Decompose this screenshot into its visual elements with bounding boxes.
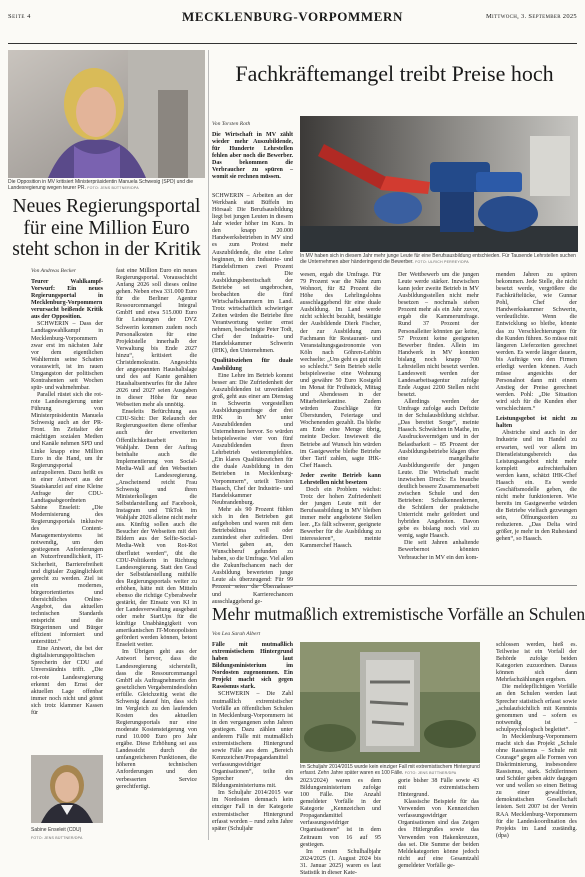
left-byline: Von Andreas Becker	[31, 268, 77, 274]
schwesig-photo-caption	[8, 179, 205, 191]
paragraph: SCHWERIN – Arbeiten an der Werkbank statt Büffeln im Hörsaal: Die Berufsausbildung liegt bei jungen Leuten in diesem Jahr wieder höher im Kurs. In den knapp 20.000 Handwerksbetrieben in MV sind es zum Protest mehr Auszubildende, die eine Lehre beginnen, in den Industrie- und Handelsfirmen zwei Prozent mehr. Die Ausbildungsbereitschaft der Betriebe sei ungebrochen, beobachten die fünf Wirtschaftskammern im Land. Trotz wirtschaftlich schwieriger Zeiten würden die Betriebe ihre Verantwortung weiter ernst nehmen, bescheinigte Peter Todt, Chef der Industrie- und Handelskammer Schwerin (IHK), den Unternehmen.	[212, 193, 293, 355]
schwesig-photo	[8, 50, 205, 178]
caption-text: Die Opposition in MV kritisiert Ministerpräsidentin Manuela Schwesig (SPD) und die Landesregierung wegen teurer PR.	[8, 179, 194, 192]
photo-credit: FOTO: JENS BÜTTNER/DPA	[404, 771, 457, 776]
page-number: Seite 4	[8, 13, 31, 20]
paragraph: Der Wettbewerb um die jungen Leute werde stärker. Inzwischen kann jeder zweite Betrieb in MV Ausbildungsstellen nicht mehr besetzen – nochmals sieben Prozent mehr als ein Jahr zuvor, ergab die Kammerumfrage. Rund 37 Prozent der Personalleiter könnten gar keine, 57 Prozent keine geeigneten Bewerber finden. Allein im Handwerk in MV konnten bislang noch knapp 700 Lehrstellen nicht besetzt werden. Landesweit werden der Landesarbeitsagentur zufolge Ende August 2200 Stellen nicht besetzt.	[398, 272, 479, 399]
schoolyard-photo-caption	[300, 764, 480, 776]
paragraph: Doch ein Problem wächst: Trotz der hohen Zufriedenheit der jungen Leute mit der Berufsausbildung in MV bleiben immer mehr angebotene Stellen leer. „Es fällt schwerer, geeignete Bewerber für die Ausbildung zu interessieren“, meinte Kammerchef Haasch.	[300, 486, 382, 550]
section-title: MECKLENBURG-VORPOMMERN	[182, 9, 403, 24]
bottom-column-3	[398, 778, 479, 869]
issue-date: Mittwoch, 3. September 2025	[485, 13, 577, 20]
paragraph: menden Jahren zu spüren bekommen. Jede Stelle, die nicht besetzt werde, vergrößere die Fachkräftelücke, wie Gunnar Pohl, Chef der Handwerkskammer Schwerin, verdeutlichte. Wenn die Entwicklung so bleibe, könnte das zu Verschlechterungen für die Kunden führen. So müsse mit längeren Lieferzeiten gerechnet werden. Es werde länger dauern, bis Aufträge von den Firmen erledigt werden können. Auch müsse angesichts der Personalnot dann mit einem Anstieg der Preise gerechnet werden. Pohl: „Die Situation wird sich für die Kunden eher verschlechtern.“	[496, 272, 577, 413]
left-lead: Teurer Wahlkampf-Vorwurf: Ein neues Regierungsportal in Mecklenburg-Vorpommern verursacht beißende Kritik aus der Opposition.	[31, 279, 103, 321]
photo-credit: FOTO: ULRICH PERREY/DPA	[415, 260, 469, 265]
main-subheading-2: Jeder zweite Betrieb kann Lehrstellen nicht besetzen	[300, 472, 381, 486]
main-subheading-1: Qualitätsziehen für duale Ausbildung	[212, 358, 293, 372]
bottom-column-2	[300, 778, 381, 876]
main-column-1	[212, 193, 293, 605]
main-column-3	[398, 272, 479, 572]
schoolyard-photo	[300, 642, 480, 763]
paragraph: gorie bisher 38 Fälle sowie 43 mit extremistischem Hintergrund.	[398, 778, 479, 799]
left-column-2	[116, 268, 197, 840]
left-column-1	[31, 279, 103, 749]
paragraph: Klassische Beispiele für das Verwenden von Kennzeichen verfassungswidriger Organisationen sind das Zeigen des Hitlergrußes sowie das Verwenden von Hakenkreuzen, das sei. Die Summe der beiden Meldekategorien könne jedoch nicht auf eine Gesamtzahl gemeldeter Vorfälle ge-	[398, 799, 479, 869]
workshop-photo	[300, 116, 578, 252]
article-divider	[212, 585, 577, 586]
left-headline: Neues Regierungsportal für eine Million Euro steht schon in der Kritik	[12, 196, 201, 260]
paragraph: In Mecklenburg-Vorpommern macht sich das Projekt „Schule ohne Rassismus – Schule mit Courage“ gegen alle Formen von Diskriminierung, insbesondere Rassismus, stark. Schülerinnen und Schüler geben aktiv dagegen vor und wollen so einen Beitrag zu einer gewaltfreien, demokratischen Gesellschaft leisten. Seit 2007 ist der Verein RAA Mecklenburg-Vorpommern für die Landeskoordination des Projekts im Land zuständig. (dpa)	[496, 733, 577, 839]
bottom-headline: Mehr mutmaßlich extremistische Vorfälle an Schulen	[212, 604, 585, 624]
paragraph: SCHWERIN – Die Zahl mutmaßlich extremistischer Vorfälle an öffentlichen Schulen in Mecklenburg-Vorpommern ist in den vergangenen zehn Jahren gestiegen. Dazu zählen unter anderem Fälle mit mutmaßlich extremistischem Hintergrund sowie Fälle aus dem „Bereich Kennzeichen/Propagandamittel verfassungswidriger Organisationen“, teilte ein Sprecher des Bildungsministeriums mit.	[212, 691, 293, 790]
paragraph: wesen, ergab die Umfrage. Für 79 Prozent war die Nähe zum Wohnort, für 82 Prozent die Höhe des Lehrlingslohns ausschlaggebend für eine duale Ausbildung. Im Land werde nicht schlecht bezahlt, bestätigte der Ausbildende Dierk Fischer, der zur Ausbildung zum Fachmann für Restaurant- und Veranstaltungsgastronomie von Köln nach Göhren-Lebbin wechselte: „Uns geht es gut nicht so schlecht.“ Sein Betrieb stelle beispielsweise eine Wohnung und gewähre 50 Euro Kostgeld im Monat für Frühstück, Mittag und Abendessen in der Mitarbeiterkantine. Zudem würden Zuschläge für Überstunden, Feiertage und Wochenenden gezahlt. Da bleibe am Ende eine Menge übrig, meinte Decker. Inwieweit die Betriebe auf Wunsch hin würden im Gastgewerbe bleibe Betriebe über Tarif zahlen, sagte IHK-Chef Haasch.	[300, 272, 381, 469]
paragraph: Enseleits Befürchtung aus CDU-Sicht: Der Relaunch der Regierungsseiten diene offenbar auch der erweiterten Öffentlichkeitsarbeit im Wahljahr. Denn der Auftrag beinhalte auch die Implementierung von Social-Media-Wall auf den Webseiten der Landesregierung. „Anscheinend reicht Frau Schwesig und ihren Ministerkollegen die Selbstdarstellung auf Facebook, Instagram und TikTok im Wahljahr 2026 alleine nicht mehr aus. Künftig sollen auch die Besucher der Webseiten mit den Bildern aus der Selfie-Social-Media-Welt von Rot-Rot überflutet werden“, übt die CDU-Politikerin in Richtung Landesregierung. Statt den Grad der Selbstdarstellung mithilfe des Regierungsportals weiter zu erhöhen, hätte mit den Mitteln ebenso die richtige Cyberabwehr gestärkt, der Einsatz von KI in der Landesverwaltung ausgebaut oder mehr StartUps für die künftige Unabhängigkeit von amerikanischen IT-Monopolisten gefördert werden können, betont Enseleit weiter.	[116, 409, 197, 649]
caption-text: Im Schuljahr 2014/2015 wurde kein einziger Fall mit extremistischem Hintergrund erfasst. Zehn Jahre später waren es 100 Fälle.	[300, 764, 480, 777]
paragraph: Eine Antwort, die bei der digitalisierungspolitischen Sprecherin der CDU auf Unverständnis trifft. „Die rot-rote Landesregierung erkennt den Ernst der aktuellen Lage offenbar immer noch nicht und gönnt sich trotz klammer Kassen für	[31, 646, 103, 716]
paragraph: Die meldepflichtigen Vorfälle an den Schulen werden laut Sprecher statistisch erfasst sowie „schulaufsichtlich mit Kenntnis genommen und – sofern es notwendig ist – schulpsychologisch begleitet“.	[496, 684, 577, 733]
enseleit-credit: FOTO: JENS BÜTTNER/DPA	[31, 836, 83, 840]
enseleit-caption: Sabine Enseleit (CDU)	[31, 827, 82, 833]
main-byline: Von Torsten Roth	[212, 121, 251, 127]
paragraph: Allerdings werden der Umfrage zufolge auch Defizite in der Schulausbildung sichtbar. „Das bereitet Sorge“, meinte Haasch. Schwächen in Mathe, im Ausdrucksvermögen und in der Belastbarkeit – 85 Prozent der Ausbildungsbetriebe klagen über eine mangelhafte Ausbildungsreife der jungen Leute. Die Wirtschaft macht inzwischen Druck: Es brauche deutlich bessere Zusammenarbeit zwischen Schule und den Betrieben: Schulkennenlernen, die Schülern der praktische Unterricht mehr gefördert und hybriden Angeboten. Davon gebe es bislang noch viel zu wenig, sagte Haasch.	[398, 399, 479, 540]
bottom-lead: Fälle mit mutmaßlich extremistischem Hintergrund haben laut Bildungsministerium im Nordosten zugenommen. Ein Projekt macht sich gegen Rassismus stark.	[212, 642, 293, 691]
column-divider	[208, 50, 209, 840]
paragraph: SCHWERIN – Dass der Landtagswahlkampf in Mecklenburg-Vorpommern zwar erst im nächsten Jahr vor dem eigentlichen Wahltermin seine Schatten vorauswirft, ist im rauen Umgangston der politischen Kontrahenten seit Wochen spür- und wahrnehmbar.	[31, 321, 103, 391]
paragraph: Im Schuljahr 2014/2015 war im Nordosten demnach kein einziger Fall in der Kategorie extremistischer Hintergrund erfasst worden – rund zehn Jahre später (Schuljahr	[212, 790, 293, 832]
paragraph: Eine Lehre im Betrieb kommt besser an: Die Zufriedenheit der Auszubildenden ist unverändert groß, geht aus einer am Dienstag in Schwerin vorgestellten Ausbildungsumfrage der drei IHK in MV unter Auszubildenden und Unternehmen hervor. So würden beispielsweise vier von fünf Auszubildenden ihren Lehrbetrieb weiterempfehlen. „Ein klares Qualitätszeichen für die duale Ausbildung in den Betrieben in Mecklenburg-Vorpommern“, urteilt Torsten Haasch, Chef der Industrie- und Handelskammer Neubrandenburg.	[212, 372, 293, 506]
paragraph: schlossen werden, hieß es. Teilweise ist ein Vorfall der Behörde zufolge beiden Kategorien zuzuordnen. Daraus können sich dann Mehrfachzählungen ergeben.	[496, 642, 577, 684]
paragraph: Im ersten Schulhalbjahr 2024/2025 (1. August 2024 bis 31. Januar 2025) waren es laut Statistik in dieser Kate-	[300, 848, 381, 876]
paragraph: Abstriche sind auch in der Industrie und im Handel zu erwarten, weil vor allem im Dienstleistungsbereich das Leistungsangebot nicht mehr komplett aufrechterhalten werden kann, schätzt IHK-Chef Haasch ein. Es werde Geschäftsmodelle geben, die nicht mehr funktionieren. Wie bereits im Gastgewerbe würden die Betriebe vielfach gezwungen sein, Öffnungszeiten zu reduzieren. „Das Delta wird größer, je mehr in den Ruhestand gehen“, so Haasch.	[496, 430, 577, 543]
paragraph: fast eine Million Euro ein neues Regierungsportal. Vorausschicht Anfang 2026 soll dieses online gehen. Neben etwa 331.000 Euro für die Berliner Agentur Ressourcenmangel Integral GmbH und etwa 515.000 Euro für Leistungen der DVZ Schwerin kommen zudem noch Personalkosten für eine Projektstelle innerhalb der Verwaltung bis Ende 2027 hinzu“, kritisiert die Christdemokratin. Angesichts der angespannten Haushaltslage und des auf Kante genähten Haushaltsentwurfes für die Jahre 2026 und 2027 seien Ausgaben in dieser Höhe für neue Webseiten mehr als unnötig.	[116, 268, 197, 409]
workshop-photo-caption	[300, 253, 578, 265]
paragraph: 2023/2024) waren es dem Bildungsministerium zufolge 100 Fälle. Die Anzahl gemeldeter Vorfälle in der Kategorie „Kennzeichen und Propagandamittel verfassungswidriger Organisationen“ ist in dem Zeitraum von 16 auf 95 gestiegen.	[300, 778, 381, 848]
main-lead-text: Die Wirtschaft in MV zählt wieder mehr Auszubildende, für Hunderte Lehrstellen fehlen aber noch die Bewerber. Das bekommen die Verbraucher zu spüren – womit sie rechnen müssen.	[212, 132, 293, 181]
page-header	[8, 4, 577, 44]
bottom-byline: Von Lea Sarah Albert	[212, 631, 261, 637]
paragraph: Die seit Jahren anhaltende Bewerbernot könnten Verbraucher in MV ein den kom-	[398, 540, 479, 561]
main-column-2	[300, 272, 381, 572]
enseleit-photo	[31, 755, 103, 823]
bottom-column-1	[212, 642, 293, 848]
main-lead	[212, 132, 293, 192]
paragraph: Mehr als 90 Prozent fühlen sich in den Betrieben gut aufgehoben und waren mit dem Betriebsklima voll oder zumindest eher zufrieden. Drei Viertel gaben an, den Wunschberuf gefunden zu haben, so die Umfrage. Viel allen die Zukunftschancen nach der Ausbildung bewerteten junge Leute als überzeugend: Für 99 Prozent seien die Übernahme- und Karrierechancen ausschlaggebend ge-	[212, 506, 293, 605]
main-subheading-3: Leistungsgebot ist nicht zu halten	[496, 416, 577, 430]
paragraph: Parallel rüstet sich die rot-rote Landesregierung unter Führung von Ministerpräsidentin Manuela Schwesig auch an der PR-Front. Im Zeitalter der mächtigen sozialen Medien und Kanäle nehmen SPD und Linke knapp eine Million Euro in die Hand, um ihr Regierungsportal aufzupolieren. Dazu heißt es in einer Antwort aus der Staatskanzlei auf eine Kleine Anfrage der CDU-Landtagsabgeordneten Sabine Enseleit: „Die Modernisierung des Regierungsportals inklusive des Content-Managementsystems ist notwendig, um den gestiegenen Anforderungen an Nutzerfreundlichkeit, IT-Sicherheit, Barrierefreiheit und digitaler Zugänglichkeit gerecht zu werden. Ziel ist ein modernes, bürgerorientiertes und übersichtliches Online-Angebot, das aktuellen technischen Standards entspricht und die Bürgerinnen und Bürger effizient informiert und unterstützt.“	[31, 392, 103, 646]
bottom-column-4	[496, 642, 577, 850]
caption-text: In MV haben sich in diesem Jahr mehr junge Leute für eine Berufsausbildung entschieden. Für Tausende Lehrstellen suchen die Unternehmen aber händeringend die Bewerber.	[300, 253, 576, 266]
main-headline: Fachkräftemangel treibt Preise hoch	[235, 61, 554, 86]
photo-credit: FOTO: JENS BÜTTNER/DPA	[87, 186, 139, 191]
main-column-4	[496, 272, 577, 572]
paragraph: Im Übrigen geht aus der Antwort hervor, dass die Landesregierung sicherstellt, dass die Ressourcenmangel GmbH als Auftragnehmerin den gesetzlichen Vergabemindestlohn erfülle. Gleichzeitig weist die Schwesig darauf hin, dass sich im Vergleich zu den laufenden Kosten des aktuellen Regierungsportals nur eine moderate Kostensteigerung von rund 10.000 Euro pro Jahr ergäbe. Diese Erhöhung sei aus Landessicht durch die umfangreicheren Funktionen, die höheren technischen Anforderungen und den verbesserten Service gerechtfertigt.	[116, 649, 197, 790]
